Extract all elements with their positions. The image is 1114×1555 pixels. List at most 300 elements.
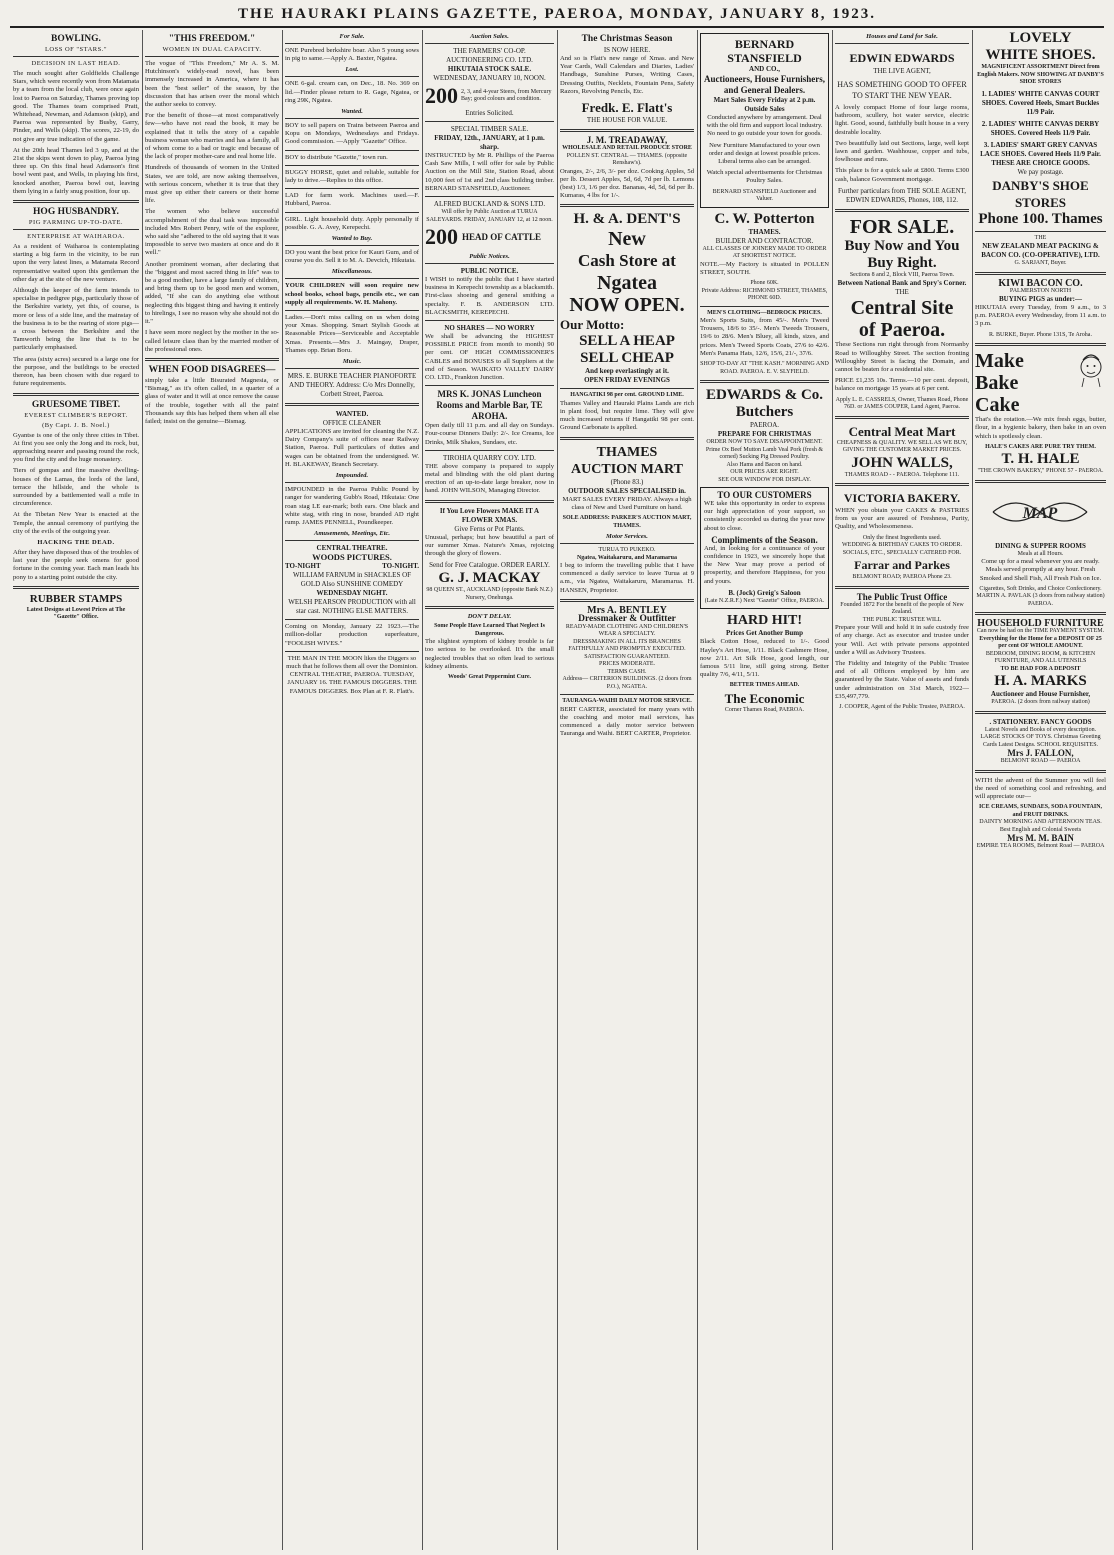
divider bbox=[285, 43, 419, 44]
tibet-headline: GRUESOME TIBET. bbox=[31, 399, 121, 410]
divider bbox=[835, 483, 969, 486]
cottage-text: A lovely compact Home of four large rooms, bathroom, scullery, hot water service, electric light. Good, sound, faithfully built house in a very desirable locality. bbox=[835, 104, 969, 136]
potterton-town: THAMES. bbox=[748, 227, 781, 236]
rubber-stamps-text: Latest Designs at Lowest Prices at The "Gazette" Office. bbox=[26, 606, 126, 621]
tibet-byline: (By Capt. J. B. Noel.) bbox=[42, 421, 110, 429]
divider bbox=[285, 368, 419, 369]
central-site: Central Site bbox=[850, 297, 954, 320]
entries-solicited: Entries Solicited. bbox=[465, 109, 514, 117]
public-trust-text: Prepare your Will and hold it in safe custody free of any charge. Act as executor and trustee under your Will. Act with private persons appointed under a Will as Advisory Trustees. bbox=[835, 624, 969, 656]
hangatiki-title: HANGATIKI 98 per cent. GROUND LIME. bbox=[570, 392, 684, 399]
tibet-paragraph: At the Tibetan New Year is enacted at the Temple, the annual ceremony of purifying the city of the evils of the outgoing year. bbox=[13, 511, 139, 535]
quarry-text: THE above company is prepared to supply metal and blinding with the old plant during erection of an up-to-date large breaker, now in hand. JOHN WILSON, Managing Director. bbox=[425, 462, 554, 495]
hale-name: T. H. HALE bbox=[1001, 451, 1080, 468]
divider bbox=[285, 540, 419, 541]
divider bbox=[13, 393, 139, 396]
tonight-left: TO-NIGHT bbox=[285, 562, 321, 571]
steers-row bbox=[425, 83, 554, 109]
christmas-season-sub: IS NOW HERE. bbox=[603, 46, 651, 54]
mens-clothing-prices: Men's Sports Suits, from 45/-. Men's Tweed Trousers, 18/6 to 35/-. Men's Tweeds Trousers, 19/6 to 28/6. Men's Bluey, all kinds, sizes, and prices. Men's Tweed Sports Coats, 27/6 to 42/6. Men's Panama Hats, 12/6, 15/6, 21/-, 37/6. bbox=[700, 317, 829, 357]
ice-creams: ICE CREAMS, SUNDAES, SODA FOUNTAIN, and FRUIT DRINKS. bbox=[978, 804, 1103, 818]
economic-address: Corner Thames Road, PAEROA. bbox=[724, 706, 805, 713]
divider bbox=[425, 43, 554, 44]
hikutaia-date: WEDNESDAY, JANUARY 10, NOON. bbox=[433, 74, 546, 82]
divider bbox=[285, 310, 419, 311]
shoe-item: 2. LADIES' WHITE CANVAS DERBY SHOES. Covered Heels 11/9 Pair. bbox=[981, 119, 1100, 137]
freedom-paragraph: Hundreds of thousands of women in the United States, we are told, are now asking themselves, with serious concern, whether it is true that they must give up either their careers or their home life. bbox=[145, 164, 279, 205]
famous-diggers: THE MAN IN THE MOON likes the Diggers so much that he follows them all over the Dominion. CENTRAL THEATRE, PAEROA. TUESDAY, JANUARY 16. THE FAMOUS DIGGERS. THE FAMOUS DIGGERS. Box Plan at F. R. Flatt's. bbox=[286, 654, 418, 695]
hams-bacon: Also Hams and Bacon on hand. bbox=[726, 461, 803, 468]
timber-sale-date: FRIDAY, 12th., JANUARY, at 1 p.m. sharp. bbox=[434, 134, 545, 151]
freedom-headline: "THIS FREEDOM." bbox=[168, 34, 256, 44]
cigarettes: Cigarettes, Soft Drinks, and Choice Confectionery. bbox=[979, 585, 1102, 592]
public-trustee-will: THE PUBLIC TRUSTEE WILL bbox=[862, 616, 942, 623]
bowling-kicker: DECISION IN LAST HEAD. bbox=[31, 60, 121, 67]
joinery: ALL CLASSES OF JOINERY MADE TO ORDER AT SHORTEST NOTICE. bbox=[702, 245, 827, 260]
dent-cash-store: Cash Store at bbox=[578, 251, 676, 271]
public-trust-text-2: The Fidelity and Integrity of the Public Trustee and of all Officers employed by him are guaranteed by the State. Value of assets and funds under administration on 31st March, 1922—£35,497,779. bbox=[835, 659, 969, 700]
criterion-address: Address— CRITERION BUILDINGS. (2 doors from P.O.), NGATEA. bbox=[562, 676, 692, 690]
hansen-text: I beg to inform the travelling public that I have commenced a daily service to leave Turua at 9 a.m., via Ngatea, Waitakaruru, Maramarua. H. HANSEN, Proprietor. bbox=[560, 562, 694, 594]
bentley-text: READY-MADE CLOTHING AND CHILDREN'S WEAR A SPECIALTY. bbox=[565, 623, 689, 638]
meat-mart-name: Central Meat Mart bbox=[848, 423, 956, 439]
crown-bakery: "THE CROWN BAKERY," PHONE 57 - PAEROA. bbox=[977, 468, 1104, 475]
stansfield-name: BERNARD STANSFIELD bbox=[727, 37, 802, 65]
divider bbox=[975, 272, 1106, 275]
column-8 bbox=[972, 30, 1109, 1550]
divider bbox=[700, 380, 829, 383]
column-4 bbox=[422, 30, 557, 1550]
hog-headline: HOG HUSBANDRY. bbox=[33, 207, 119, 218]
divider bbox=[145, 56, 279, 57]
divider bbox=[425, 263, 554, 264]
divider bbox=[285, 212, 419, 213]
assortment: MAGNIFICENT ASSORTMENT Direct from English Makers. NOW SHOWING AT DANBY'S SHOE STORES bbox=[977, 64, 1104, 85]
deposit-25: Everything for the Home for a DEPOSIT OF 25 per cent OF WHOLE AMOUNT. bbox=[979, 635, 1102, 650]
for-sale-heading: For Sale. bbox=[339, 33, 365, 40]
live-agent: THE LIVE AGENT, bbox=[873, 67, 931, 75]
dont-delay-subhead: Some People Have Learned That Neglect Is Dangerous. bbox=[434, 623, 545, 637]
cattle-row bbox=[425, 224, 554, 250]
bowling-paragraph: At the 20th head Thames led 3 up, and at the 21st the skips went down to play, Paeroa lying three up. On this final head Adamson's first bowl went past, and Wells, in playing his first, knocked another, Paeroa bowl out, leaving them lying in a fairly snug position, four up. bbox=[13, 146, 139, 195]
divider bbox=[285, 118, 419, 119]
dent-ngatea: Ngatea bbox=[597, 272, 657, 295]
divider bbox=[835, 43, 969, 44]
potterton-name: C. W. Potterton bbox=[714, 210, 815, 227]
bowling-headline: BOWLING. bbox=[51, 34, 101, 44]
divider bbox=[700, 306, 829, 307]
divider bbox=[560, 388, 694, 389]
christmas-season-text: And so is Flatt's new range of Xmas. and New Year Cards, Wall Calendars and Diaries, Ladies' Handbags, Sunshine Purses, Writing Cases, Dressing Outfits, Necklets, Fountain Pens, Safety Razors, Revolving Pencils, Etc. bbox=[560, 55, 694, 95]
private-address: Private Address: RICHMOND STREET, THAMES, PHONE 60D. bbox=[701, 287, 828, 302]
public-notices-heading: Public Notices. bbox=[469, 253, 510, 261]
houses-heading: Houses and Land for Sale. bbox=[866, 33, 938, 40]
classified-ad: DO you want the best price for Kauri Gum, and of course you do. Sell it to M. A. Devcich, Hikutaia. bbox=[285, 249, 419, 265]
classified-ad: YOUR CHILDREN will soon require new school books, school bags, pencils etc., we can supply all requirements. W. H. Mahony. bbox=[285, 282, 419, 306]
tibet-kicker: HACKING THE DEAD. bbox=[37, 538, 115, 546]
buy-now: Buy Now and You bbox=[844, 237, 960, 254]
column-3 bbox=[282, 30, 422, 1550]
freedom-paragraph: The vogue of "This Freedom," Mr A. S. M. Hutchinson's widely-read novel, has been immensely increased in America, where it has been the "best seller" of the season, by the discussion that has arisen over the moral which the author seeks to convey. bbox=[145, 60, 279, 109]
music-ad: MRS. E. BURKE TEACHER PIANOFORTE AND THEORY. Address: C/o Mrs Donnelly, Corbett Street, Paeroa. bbox=[287, 372, 417, 399]
bowling-paragraph: The much sought after Goldfields Challenge Stars, which were recently won from Matamata by a team from the local club, were once again lost to Paeroa on Saturday, Thames proving top good. The Thames team comprised Pratt, Whitehead, Newman, and Adamson (skip), and Paeroa was represented by Busby, Garry, Pinder, and Wells (skip). The scores, 22-19, do not give any true indication of the game. bbox=[13, 70, 139, 143]
edwards-co: EDWARDS & Co. bbox=[705, 387, 824, 404]
marks-trade: Auctioneer and House Furnisher, bbox=[990, 690, 1091, 699]
danby-stores: DANBY'S SHOE STORES bbox=[992, 177, 1089, 210]
public-notice-title: PUBLIC NOTICE. bbox=[460, 267, 519, 276]
divider bbox=[835, 416, 969, 419]
tibet-paragraph: Gyantse is one of the only three cities in Tibet. At first you see only the Jong and its rock, but, approaching nearer and passing round the rock, you find the city and the huge monastery. bbox=[13, 431, 139, 464]
dent-now-open: NOW OPEN. bbox=[569, 294, 685, 317]
hog-paragraph: As a resident of Waiharoa is contemplating starting a big farm in the vicinity, to be run upon the very latest lines, a Matamata Record representative waited upon this gentleman the other day at the site of the new venture. bbox=[13, 243, 139, 283]
divider bbox=[835, 209, 969, 212]
sole-address: SOLE ADDRESS: PARKER'S AUCTION MART, THAMES. bbox=[562, 515, 692, 529]
impounded-ad: IMPOUNDED in the Paeroa Public Pound by ranger for wandering Gubb's Road, Hikutaia: One roan stag LE ear-mark; both ears. One black and white stag, with ring in nose, branded AD right rump. JAMES PENNELL, Poundkeeper. bbox=[285, 486, 419, 526]
dent-name: H. & A. DENT'S bbox=[573, 211, 681, 228]
victoria-bakery: VICTORIA BAKERY. bbox=[843, 491, 961, 506]
divider bbox=[560, 694, 694, 695]
timber-sale-text: INSTRUCTED by Mr R. Phillips of the Paeroa Cash Saw Mills, I will offer for sale by Public Auction on the Mill Site, Station Road, about 10,000 feet of 1st and 2nd class building timber. BERNARD STANSFIELD, Auctioneer. bbox=[425, 152, 554, 192]
amusements-heading: Amusements, Meetings, Etc. bbox=[313, 530, 391, 538]
hosiery-prices: Black Cotton Hose, reduced to 1/-. Good Hayley's Art Hose, 1/11. Black Cashmere Hose, now 2/11. Art Silk Hose, good length, our famous 5/11 line, still going strong. Better quality 7/6, 4/11, 5/11. bbox=[700, 638, 829, 679]
choice-goods: THESE ARE CHOICE GOODS. bbox=[991, 158, 1090, 167]
outside-sales-text: Conducted anywhere by arrangement. Deal with the old firm and support local industry. No need to go outside your town for goods. bbox=[706, 114, 823, 138]
sections-block: Sections 8 and 2, Block VIII, Paeroa Town. bbox=[849, 271, 955, 278]
nz-meat-packing: NEW ZEALAND MEAT PACKING & BACON CO. (CO-OPERATIVE), LTD. bbox=[981, 242, 1100, 259]
food-headline: WHEN FOOD DISAGREES— bbox=[148, 364, 276, 375]
waihi-title: TAURANGA-WAIHI DAILY MOTOR SERVICE. bbox=[562, 698, 692, 705]
sections-text: Two beautifully laid out Sections, large, well kept lawn and garden. Washhouse, copper and tubs, fowlhouse and runs. bbox=[835, 139, 969, 164]
treadaway-name: J. M. TREADAWAY, bbox=[586, 135, 668, 146]
buying-schedule: HIKUTAIA every Tuesday, from 9 a.m., to 3 p.m. PAEROA every Wednesday, from 11 a.m. to 3 p.m. bbox=[975, 304, 1106, 328]
deposit-line: TO BE HAD FOR A DEPOSIT bbox=[1000, 665, 1081, 672]
public-trust-founded: Founded 1872 For the benefit of the people of New Zealand. bbox=[840, 601, 964, 616]
buckland-name: ALFRED BUCKLAND & SONS LTD. bbox=[433, 200, 546, 209]
classified-ad: BOY to sell papers on Trains between Paeroa and Kopu on Mondays, Wednesdays and Fridays. Good commission. —Apply "Gazette" Office. bbox=[285, 122, 419, 146]
greig-saloon: B. (Jock) Greig's Saloon bbox=[728, 588, 801, 597]
divider bbox=[425, 606, 554, 609]
of-paeroa: of Paeroa. bbox=[858, 319, 946, 342]
terms-cash: TERMS CASH. bbox=[607, 668, 647, 675]
food-paragraph: simply take a little Bisurated Magnesia, or "Bismag," as it's often called, in a quarter of a glass of water and it will at once remove the cause of the trouble, together with all the pain! Thousands say this has helped them when all else failed; insist on the genuine—Bismag. bbox=[145, 376, 279, 425]
cleaner-subtitle: OFFICE CLEANER bbox=[322, 419, 382, 428]
toys-cards: LARGE STOCKS OF TOYS. Christmas Greeting Cards Latest Designs. SCHOOL REQUISITES. bbox=[980, 734, 1101, 748]
dont-delay-heading: DON'T DELAY. bbox=[467, 613, 512, 621]
cattle-text: HEAD OF CATTLE bbox=[462, 232, 542, 243]
divider bbox=[560, 204, 694, 207]
stansfield-trades: Auctioneers, House Furnishers, and General Dealers. bbox=[704, 74, 825, 95]
meals-all-hours: Meals at all Hours. bbox=[1017, 550, 1064, 557]
hog-paragraph: The area (sixty acres) secured is a large one for the purpose, and the buildings to be erected thereon, has been chosen with due regard to future requirements. bbox=[13, 355, 139, 388]
divider bbox=[425, 500, 554, 503]
hale-cakes: HALE'S CAKES ARE PURE TRY THEM. bbox=[985, 443, 1096, 450]
hog-subhead: PIG FARMING UP-TO-DATE. bbox=[28, 219, 124, 227]
palmerston-north: PALMERSTON NORTH bbox=[1009, 287, 1072, 294]
timber-sale-title: SPECIAL TIMBER SALE. bbox=[450, 125, 529, 133]
flowers-title: If You Love Flowers MAKE IT A FLOWER XMAS. bbox=[439, 506, 540, 524]
treadaway-prices: Oranges, 2/-, 2/6, 3/- per doz. Cooking Apples, 5d per lb. Dessert Apples, 5d, 6d, 7d per lb. Lemons (best) 1/3, 1/6 per doz. Bananas, 4d, 5d, 6d per lb. Kumaras, 4 lbs for 1/-. bbox=[560, 167, 694, 200]
hard-hit: HARD HIT! bbox=[726, 613, 803, 629]
fallon-address: BELMONT ROAD — PAEROA bbox=[1000, 758, 1081, 765]
sarjant-buyer: G. SARJANT, Buyer. bbox=[1014, 260, 1067, 266]
white-shoes-title: WHITE SHOES. bbox=[985, 47, 1096, 63]
divider bbox=[975, 612, 1106, 615]
wanted-to-buy-heading: Wanted to Buy. bbox=[331, 235, 373, 243]
cheapness-quality: CHEAPNESS & QUALITY. WE SELL AS WE BUY, GIVING THE CUSTOMER MARKET PRICES. bbox=[836, 439, 968, 454]
bedroom-furniture: BEDROOM, DINING ROOM, & KITCHEN FURNITURE, AND ALL UTENSILS bbox=[985, 650, 1096, 665]
divider bbox=[13, 200, 139, 203]
something-good: HAS SOMETHING GOOD TO OFFER TO START THE NEW YEAR. bbox=[837, 80, 967, 100]
meat-list: Prime Ox Beef Mutton Lamb Veal Pork (fresh & corned) Sucking Pig Dressed Poultry. bbox=[705, 446, 824, 461]
cook-face-illustration bbox=[1078, 352, 1104, 388]
friday-evenings: OPEN FRIDAY EVENINGS bbox=[584, 376, 670, 385]
mart-sales-friday: Mart Sales Every Friday at 2 p.m. bbox=[713, 96, 816, 104]
sell-cheap: SELL CHEAP bbox=[580, 350, 674, 367]
jonas-name: MRS K. JONAS Luncheon Rooms and Marble Bar, TE AROHA. bbox=[436, 389, 543, 422]
treadaway-store: WHOLESALE AND RETAIL PRODUCE STORE bbox=[562, 145, 692, 152]
divider bbox=[425, 385, 554, 386]
freedom-paragraph: I have seen more neglect by the mother in the so-called leisure class than by the married mother of the professional ones. bbox=[145, 329, 279, 353]
central-site-text: These Sections run right through from Normanby Road to Willoughby Street. The section fronting Willoughby Street is facing the Domain, and cannot be beaten for a residential site. bbox=[835, 341, 969, 373]
divider bbox=[425, 121, 554, 122]
edwin-edwards: EDWIN EDWARDS bbox=[849, 51, 955, 65]
apply-owner: Apply L. E. CASSRELS, Owner, Thames Road, Phone 76D. or JAMES COUPER, Land Agent, Paeroa. bbox=[835, 396, 969, 411]
sell-heap: SELL A HEAP bbox=[579, 333, 675, 350]
tonight-row bbox=[285, 562, 419, 571]
divider bbox=[285, 482, 419, 483]
shoe-item: 3. LADIES' SMART GREY CANVAS LACE SHOES. Covered Heels 11/9 Pair. bbox=[980, 140, 1101, 158]
public-trust-agent: J. COOPER, Agent of the Public Trustee, PAEROA. bbox=[839, 703, 965, 710]
further-particulars: Further particulars from THE SOLE AGENT, EDWIN EDWARDS, Phones, 108, 112. bbox=[837, 186, 967, 204]
miscellaneous-heading: Miscellaneous. bbox=[331, 268, 373, 276]
farrar-parkes: Farrar and Parkes bbox=[854, 558, 950, 573]
the-label: THE bbox=[895, 288, 909, 297]
no-shares-title: NO SHARES — NO WORRY bbox=[444, 324, 535, 333]
motto-label: Our Motto: bbox=[560, 317, 625, 333]
monogram-letters: MAP bbox=[1022, 504, 1058, 522]
buy-right: Buy Right. bbox=[867, 254, 937, 271]
column-6 bbox=[697, 30, 832, 1550]
farnum-feature: WILLIAM FARNUM in SHACKLES OF GOLD Also SUNSHINE COMEDY bbox=[292, 571, 412, 589]
hog-paragraph: Although the keeper of the farm intends to specialise in pedigree pigs, particularly those of the Berkshire variety, yet this, of course, is more or less of a side line, and the mainstay of the business is to be the rearing of store pigs—a cross between the Berkshire and the Tamworth being the line that is to be particularly emphasised. bbox=[13, 287, 139, 352]
masthead-rule bbox=[10, 26, 1104, 28]
phone-60k: Phone 60K. bbox=[750, 280, 779, 287]
woods-peppermint: Woods' Great Peppermint Cure. bbox=[447, 674, 532, 681]
bowling-subhead: LOSS OF "STARS." bbox=[44, 46, 108, 53]
walls-address: THAMES ROAD - - PAEROA. Telephone 111. bbox=[844, 471, 960, 478]
burke-buyer: R. BURKE, Buyer. Phone 131S, Te Aroha. bbox=[989, 331, 1092, 338]
bain-address: EMPIRE TEA ROOMS, Belmont Road — PAEROA bbox=[976, 843, 1105, 850]
hog-kicker: ENTERPRISE AT WAIHAROA. bbox=[27, 233, 125, 241]
mens-clothing-title: MEN'S CLOTHING—BEDROCK PRICES. bbox=[707, 309, 822, 316]
classified-ad: LAD for farm work. Machines used.—F. Hubbard, Paeroa. bbox=[285, 192, 419, 208]
divider bbox=[425, 196, 554, 197]
mackay-name: G. J. MACKAY bbox=[438, 570, 541, 587]
public-trust-office: The Public Trust Office bbox=[856, 591, 948, 602]
prepare-christmas: PREPARE FOR CHRISTMAS bbox=[717, 430, 812, 439]
dont-delay-text: The slightest symptom of kidney trouble is far too serious to be overlooked. It's the small neglected troubles that so often lead to serious kidney ailments. bbox=[425, 638, 554, 670]
divider bbox=[285, 619, 419, 620]
farrar-address: BELMONT ROAD; PAEROA Phone 23. bbox=[852, 574, 952, 581]
christmas-poultry: Watch special advertisements for Christmas Poultry Sales. bbox=[706, 169, 823, 185]
classified-ad: Ladies.—Don't miss calling on us when doing your Xmas. Shopping. Smart Stylish Goods at Reasonable Prices—Serviceable and Acceptable Xmas. Presents.—Mrs J. Maingay, Draper, Thames opp. Brian Boru. bbox=[285, 314, 419, 354]
outdoor-sales: OUTDOOR SALES SPECIALISED in. bbox=[568, 486, 686, 495]
column-5 bbox=[557, 30, 697, 1550]
flatt-name: Fredk. E. Flatt's bbox=[581, 100, 673, 116]
divider bbox=[975, 711, 1106, 714]
divider bbox=[13, 56, 139, 57]
waihi-text: BERT CARTER, associated for many years with the coaching and motor mail services, has commenced a daily motor service between Tauranga and Waihi. BERT CARTER, Proprietor. bbox=[560, 705, 694, 738]
household-furniture: HOUSEHOLD FURNITURE bbox=[977, 618, 1104, 630]
divider bbox=[560, 599, 694, 602]
dining-text: Come up for a meal whenever you are ready. Meals served promptly at any hour. Fresh Smoked and Shell Fish, All Fresh Fish on Ice. bbox=[979, 558, 1102, 582]
finest-ingredients: Only the finest Ingredients used. bbox=[862, 534, 942, 541]
column-2 bbox=[142, 30, 282, 1550]
quarry-name: TIROHIA QUARRY COY. LTD. bbox=[443, 453, 536, 462]
stationery: . STATIONERY. FANCY GOODS bbox=[989, 717, 1092, 726]
tibet-paragraph: Tiers of gompas and fine massive dwelling-houses of the Lamas, the lords of the land, terrace the hillside, and the whole is surrounded by a battlemented wall a mile in circumference. bbox=[13, 467, 139, 508]
divider bbox=[285, 278, 419, 279]
steers-text: 2, 3, and 4-year Steers, from Mercury Bay; good colours and condition. bbox=[461, 88, 552, 102]
impounded-heading: Impounded. bbox=[335, 472, 369, 480]
buying-pigs: BUYING PIGS as under:— bbox=[998, 295, 1083, 303]
divider bbox=[285, 150, 419, 151]
rubber-stamps-headline: RUBBER STAMPS bbox=[29, 592, 123, 605]
divider bbox=[285, 651, 419, 652]
treadaway-address: POLLEN ST. CENTRAL — THAMES. (opposite Renshaw's). bbox=[566, 152, 688, 167]
cattle-count: 200 bbox=[425, 224, 458, 250]
factory-note: NOTE.—My Factory is situated in POLLEN STREET, SOUTH. bbox=[700, 260, 829, 276]
monogram-logo bbox=[985, 490, 1095, 534]
latest-novels: Latest Novels and Books of every description. bbox=[984, 726, 1097, 733]
divider bbox=[560, 543, 694, 544]
cleaner-title: WANTED. bbox=[335, 410, 369, 419]
shoe-item: 1. LADIES' WHITE CANVAS COURT SHOES. Covered Heels, Smart Buckles 11/9 Pair. bbox=[981, 89, 1100, 116]
mackay-address: 98 QUEEN ST., AUCKLAND (opposite Bank N.Z.) Nursery, Onehunga. bbox=[426, 587, 553, 601]
customers-title: TO OUR CUSTOMERS bbox=[717, 490, 812, 501]
wanted-heading: Wanted. bbox=[341, 108, 363, 116]
masthead: THE HAURAKI PLAINS GAZETTE, PAEROA, MONDAY, JANUARY 8, 1923. bbox=[238, 6, 876, 22]
order-now: ORDER NOW TO SAVE DISAPPOINTMENT. bbox=[706, 439, 823, 446]
satisfaction: SATISFACTION GUARANTEED. bbox=[584, 653, 670, 660]
dining-rooms: DINING & SUPPER ROOMS bbox=[995, 541, 1086, 550]
the-kash: SHOP TO-DAY AT "THE KASH." MORNING AND ROAD. PAEROA. E. V. SLYFIELD. bbox=[700, 361, 829, 375]
classified-ad: BOY to distribute "Gazette," town run. bbox=[285, 153, 388, 161]
wedding-cakes: WEDDING & BIRTHDAY CAKES TO ORDER. bbox=[842, 542, 962, 549]
divider bbox=[425, 450, 554, 451]
woods-pictures: WOODS PICTURES. bbox=[312, 552, 392, 563]
afternoon-teas: DAINTY MORNING AND AFTERNOON TEAS. Best English and Colonial Sweets bbox=[979, 819, 1102, 833]
thames-phone: (Phone 83.) bbox=[610, 477, 644, 486]
steers-count: 200 bbox=[425, 83, 458, 108]
hangatiki-text: Thames Valley and Hauraki Plains Lands are rich in plant food, but require lime. They will give much increased returns if Hangatiki 98 per cent. Ground Carbonate is applied. bbox=[560, 399, 694, 432]
edwards-butchers: Butchers bbox=[735, 404, 794, 421]
flatt-tagline: THE HOUSE FOR VALUE. bbox=[586, 116, 668, 125]
bentley-text-2: DRESSMAKING IN ALL ITS BRANCHES FAITHFULLY AND PROMPTLY EXECUTED. bbox=[568, 638, 686, 653]
socials-catered: SOCIALS, ETC., SPECIALLY CATERED FOR. bbox=[842, 549, 962, 556]
freedom-paragraph: The women who believe successful accomplishment of the dual task was impossible included Mrs Robert Penry, wife of the explorer, who said she "adhered to the old saying that it was impossible to serve two masters at once and do it well." bbox=[145, 208, 279, 257]
customers-ad bbox=[700, 487, 829, 609]
stansfield-valuer: BERNARD STANSFIELD Auctioneer and Valuer. bbox=[712, 188, 817, 203]
divider bbox=[560, 437, 694, 440]
column-7 bbox=[832, 30, 972, 1550]
economic-name: The Economic bbox=[724, 690, 805, 706]
freedom-paragraph: For the benefit of those—at most comparatively few—who have not read the book, it may be explained that it tells the story of a capable business woman who marries and has a family, all of whom come to a bad or tragic end because of the lack of proper mother-care and real home life. bbox=[145, 112, 279, 161]
divider bbox=[835, 586, 969, 589]
public-notice-text: I WISH to notify the public that I have started business in Kerepechi township as a blacksmith. First-class shoeing and general smithing a specialty. F. B. ANDERSON LTD. BLACKSMITH, KEREPECHI. bbox=[425, 276, 554, 316]
divider bbox=[975, 770, 1106, 773]
divider bbox=[13, 586, 139, 589]
cleaner-ad: APPLICATIONS are invited for cleaning the N.Z. Dairy Company's suite of offices near Railway Station, Paeroa. Full particulars of duties and wages can be obtained from the undersigned. W. H. BLAKEWAY, Branch Secretary. bbox=[285, 428, 419, 468]
bain-name: Mrs M. M. BAIN bbox=[1007, 833, 1074, 844]
divider bbox=[285, 403, 419, 406]
fallon-name: Mrs J. FALLON, bbox=[1007, 748, 1074, 759]
lost-heading: Lost. bbox=[345, 66, 359, 74]
window-display: SEE OUR WINDOW FOR DISPLAY. bbox=[718, 476, 811, 483]
divider bbox=[285, 188, 419, 189]
buckland-text: Will offer by Public Auction at TURUA SALEYARDS. FRIDAY, JANUARY 12, at 12 noon. bbox=[426, 209, 553, 223]
motor-services-heading: Motor Services. bbox=[606, 533, 648, 541]
classified-ad: BUGGY HORSE, quiet and reliable, suitable for lady to drive.—Replies to this office. bbox=[285, 168, 419, 185]
welsh-pearson: WELSH PEARSON PRODUCTION with all star cast. NOTHING ELSE MATTERS. bbox=[288, 598, 416, 616]
divider bbox=[285, 76, 419, 77]
compliments: Compliments of the Season. bbox=[711, 534, 818, 545]
nz-meat-the: THE bbox=[1034, 234, 1047, 241]
for-sale-title: FOR SALE. bbox=[849, 215, 955, 238]
customers-text: WE take this opportunity in order to express our high appreciation of your support, so consistently accorded us during the year now about to close. bbox=[704, 500, 825, 532]
classified-ad: ONE 6-gal. cream can, on Dec., 18. No. 369 on lid.—Finder please return to R. Gage, Ngatea, or ring 29K, Ngatea. bbox=[285, 80, 419, 104]
better-times: BETTER TIMES AHEAD. bbox=[729, 682, 800, 689]
no-shares-text: We shall be advancing the HIGHEST POSSIBLE PRICE from month to month) 90 per cent. OF HIGH COMMISSIONER'S CABLES and BONUSES to all Suppliers at the end of Season. WAIKATO VALLEY DAIRY CO. LTD., Frankton Junction. bbox=[425, 333, 554, 382]
thames-auction-2: AUCTION MART bbox=[571, 461, 683, 477]
music-heading: Music. bbox=[342, 358, 362, 366]
foolish-wives: Coming on Monday, January 22 1923.—The million-dollar production superfeature, "FOOLISH WIVES." bbox=[285, 623, 419, 647]
christmas-season-title: The Christmas Season bbox=[581, 34, 673, 44]
thames-auction-1: THAMES bbox=[596, 444, 658, 460]
column-1 bbox=[10, 30, 142, 1550]
between-bank: Between National Bank and Spry's Corner. bbox=[837, 279, 967, 288]
mart-sales: MART SALES EVERY FRIDAY. Always a high class of New and Used Furniture on hand. bbox=[562, 495, 692, 511]
quick-sale-price: This place is for a quick sale at £800. Terms £300 cash, balance Government mortgage. bbox=[835, 167, 969, 183]
hikutaia-sale: HIKUTAIA STOCK SALE. bbox=[447, 65, 532, 73]
john-walls: JOHN WALLS, bbox=[851, 454, 953, 471]
flowers-subtitle: Give Ferns or Pot Plants. bbox=[454, 524, 525, 533]
divider bbox=[145, 358, 279, 361]
danby-phone: Phone 100. Thames bbox=[978, 210, 1103, 227]
prices-right: OUR PRICES ARE RIGHT. bbox=[730, 469, 799, 476]
bentley-trade: Dressmaker & Outfitter bbox=[578, 613, 676, 624]
greig-address: (Late N.Z.R.F.) Next "Gazette" Office, PAEROA. bbox=[704, 597, 825, 604]
make-word: Make bbox=[975, 350, 1024, 373]
tibet-paragraph: After they have disposed thus of the troubles of last year the people seek omens for good fortune in the coming year. Each man leads his pony to a starting point outside the city. bbox=[13, 548, 139, 581]
kiwi-bacon: KIWI BACON CO. bbox=[998, 277, 1083, 289]
stansfield-co: AND CO., bbox=[749, 65, 780, 73]
divider bbox=[285, 165, 419, 166]
marks-address: PAEROA. (2 doors from railway station) bbox=[991, 699, 1090, 706]
divider bbox=[975, 480, 1106, 483]
divider bbox=[285, 245, 419, 246]
rotation-text: That's the rotation.—We mix fresh eggs, butter, flour, in a hygienic bakery, then bake in an oven which is spotlessly clean. bbox=[975, 416, 1106, 440]
prices-moderate: PRICES MODERATE. bbox=[598, 661, 655, 668]
tonight-right: TO-NIGHT. bbox=[382, 562, 419, 571]
stansfield-ad bbox=[700, 33, 829, 208]
divider bbox=[975, 343, 1106, 346]
pavlak-address: MARTIN A. PAVLAK (3 doors from railway station) PAEROA. bbox=[976, 593, 1105, 607]
outside-sales: Outside Sales bbox=[744, 105, 785, 113]
theatre-name: CENTRAL THEATRE. bbox=[316, 544, 388, 553]
divider bbox=[13, 229, 139, 230]
auction-heading: Auction Sales. bbox=[470, 33, 509, 40]
